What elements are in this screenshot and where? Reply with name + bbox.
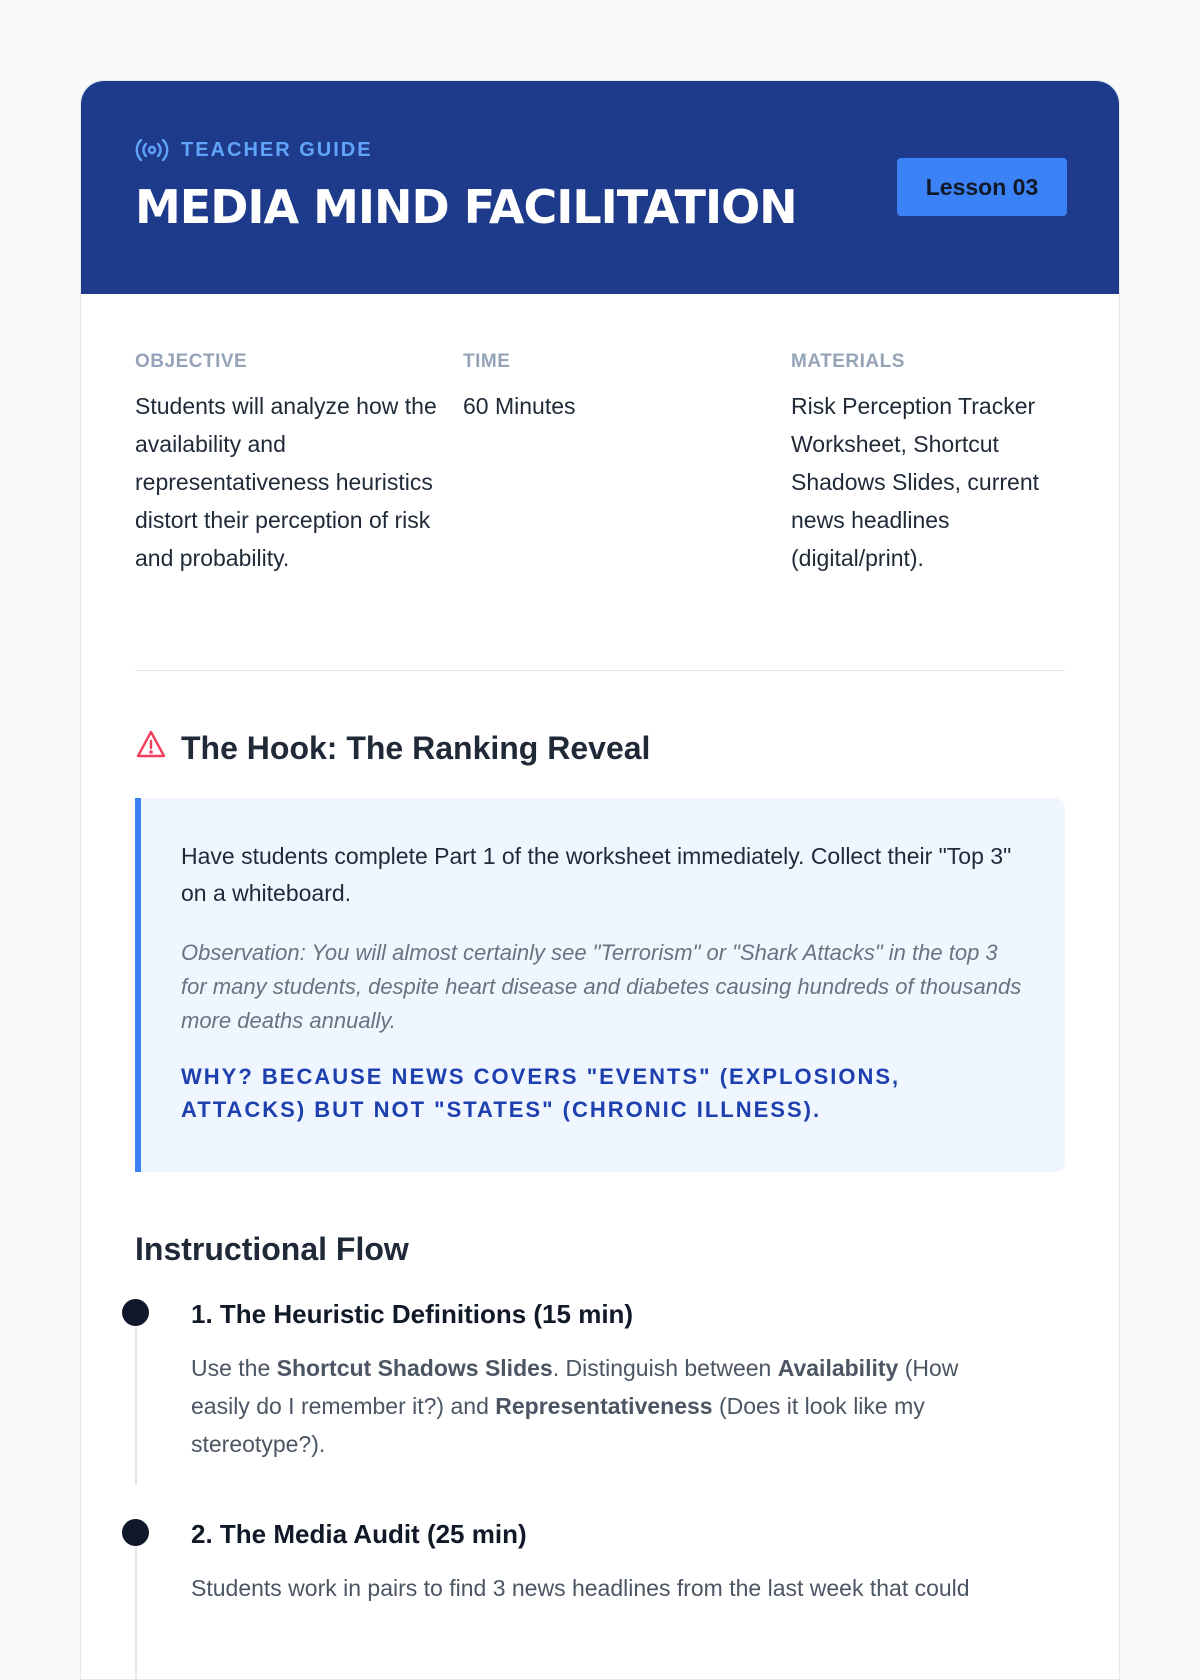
meta-label: MATERIALS	[791, 351, 905, 372]
meta-objective	[135, 351, 463, 577]
hook-observation: Observation: You will almost certainly see "Terrorism" or "Shark Attacks" in the top 3 for many students, despite heart disease and diabetes causing hundreds of thousands more deaths annually.	[181, 940, 1022, 1033]
hook-callout	[135, 798, 1065, 1172]
meta-materials	[791, 351, 1065, 577]
eyebrow-label: TEACHER GUIDE	[181, 138, 373, 161]
hook-why: WHY? BECAUSE NEWS COVERS "EVENTS" (EXPLOSIONS, ATTACKS) BUT NOT "STATES" (CHRONIC ILLNESS).	[181, 1064, 901, 1122]
meta-time	[463, 351, 791, 577]
warning-icon	[135, 729, 167, 767]
timeline-line	[135, 1545, 137, 1680]
meta-label: OBJECTIVE	[135, 351, 248, 372]
meta-text: Risk Perception Tracker Worksheet, Shortcut Shadows Slides, current news headlines (digital/print).	[791, 393, 1040, 571]
step-text-part: (Does it look like my stereotype?).	[191, 1393, 925, 1457]
step-text-bold: Availability	[777, 1355, 899, 1381]
timeline-dot	[122, 1519, 149, 1546]
hook-heading	[135, 729, 650, 767]
broadcast-icon	[135, 137, 169, 163]
step-text-bold: Shortcut Shadows Slides	[276, 1355, 553, 1381]
step-text-part: . Distinguish between	[552, 1355, 778, 1381]
lesson-meta	[135, 351, 1065, 577]
meta-label: TIME	[463, 351, 511, 372]
step-text	[191, 1349, 1011, 1463]
step-text-part: (How easily do I remember it?) and	[191, 1355, 959, 1419]
step-text-part: Use the	[191, 1355, 277, 1381]
timeline-dot	[122, 1299, 149, 1326]
step-text-bold: Representativeness	[495, 1393, 713, 1419]
step-title: 1. The Heuristic Definitions (15 min)	[191, 1299, 634, 1329]
timeline-line	[135, 1325, 137, 1485]
lesson-badge: Lesson 03	[897, 158, 1067, 216]
hook-title: The Hook: The Ranking Reveal	[181, 729, 651, 766]
eyebrow	[135, 137, 373, 163]
hook-instruction: Have students complete Part 1 of the worksheet immediately. Collect their "Top 3" on a whiteboard.	[181, 843, 1012, 906]
meta-text: Students will analyze how the availability and representativeness heuristics distort their perception of risk and probability.	[135, 393, 437, 571]
instructional-flow-title: Instructional Flow	[135, 1231, 409, 1267]
meta-text: 60 Minutes	[463, 393, 576, 419]
teacher-guide-card	[80, 80, 1120, 1680]
page-title: MEDIA MIND FACILITATION	[135, 180, 797, 234]
step-text: Students work in pairs to find 3 news headlines from the last week that could	[191, 1575, 970, 1601]
guide-header	[81, 81, 1119, 294]
step-title: 2. The Media Audit (25 min)	[191, 1519, 527, 1549]
section-divider	[135, 670, 1065, 671]
